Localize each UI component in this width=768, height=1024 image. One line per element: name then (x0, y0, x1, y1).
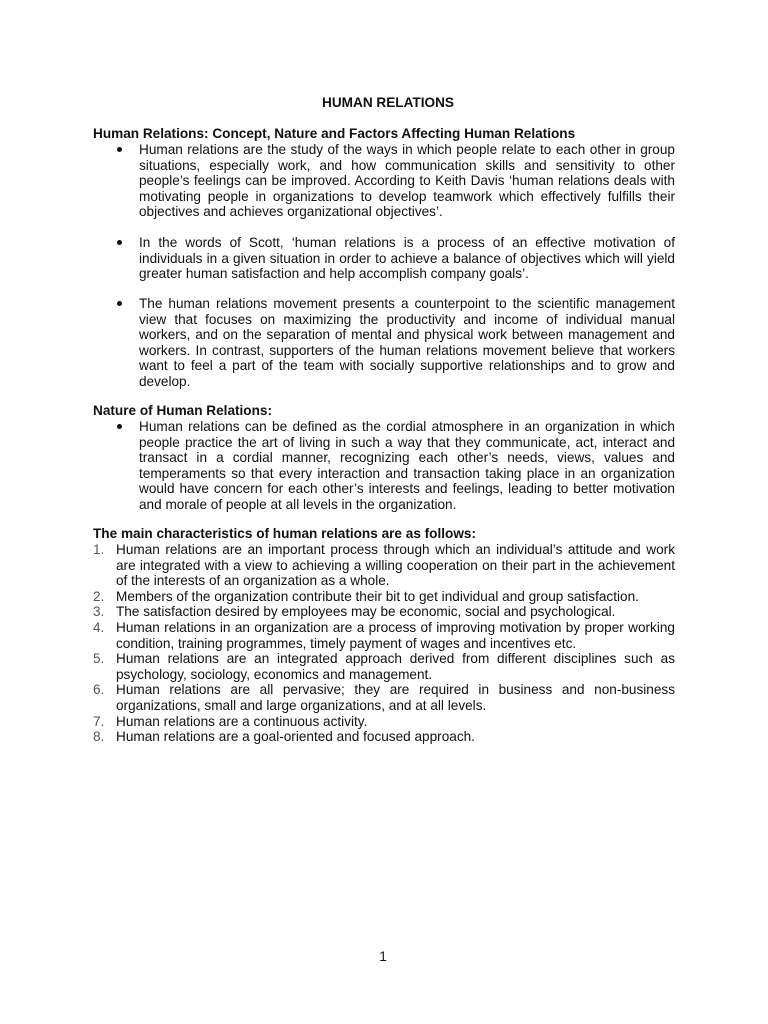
nature-bullet-list (117, 419, 675, 513)
bullet-icon (117, 424, 122, 429)
item-text: Human relations are a continuous activity. (116, 713, 368, 729)
bullet-text: Human relations can be defined as the cordial atmosphere in an organization in which people practice the art of living in such a way that they communicate, act, interact and transact in a cordial manner, recognizing each other’s needs, views, values and temperaments so that every interaction and transaction taking place in an organization would have concern for each other’s interests and feelings, leading to better motivation and morale of people at all levels in the organization. (139, 419, 675, 512)
item-text: Human relations are an important process through which an individual’s attitude and work are integrated with a view to achieving a willing cooperation on their part in the achievement of the interests of an organization as a whole. (116, 542, 675, 589)
list-item (93, 651, 675, 682)
item-text: Members of the organization contribute their bit to get individual and group satisfaction. (116, 588, 639, 604)
list-item (93, 620, 675, 651)
item-number: 2. (93, 588, 105, 604)
section-heading-characteristics: The main characteristics of human relations are as follows: (93, 526, 477, 541)
item-text: Human relations are all pervasive; they are required in business and non-business organizations, small and large organizations, and at all levels. (116, 682, 675, 713)
list-item (93, 604, 675, 620)
item-number: 1. (93, 542, 105, 557)
list-item (93, 682, 675, 713)
item-number: 5. (93, 651, 105, 667)
bullet-text: In the words of Scott, ‘human relations is a process of an effective motivation of individuals in a given situation in order to achieve a balance of objectives which will yield greater human satisfaction and help accomplish company goals’. (139, 235, 675, 282)
item-number: 3. (93, 604, 105, 620)
list-item (117, 235, 675, 282)
list-item (93, 729, 675, 745)
section-heading-nature: Nature of Human Relations: (93, 403, 273, 418)
characteristics-numbered-list (93, 542, 675, 745)
list-item (117, 296, 675, 390)
bullet-icon (117, 301, 122, 306)
item-number: 6. (93, 682, 105, 698)
section-heading-concept: Human Relations: Concept, Nature and Factors Affecting Human Relations (93, 126, 576, 141)
concept-bullet-list-2 (117, 235, 675, 282)
item-text: Human relations are a goal-oriented and focused approach. (116, 729, 475, 745)
list-item (117, 142, 675, 220)
bullet-text: Human relations are the study of the ways in which people relate to each other in group situations, especially work, and how communication skills and sensitivity to other people’s feelings can be improved. According to Keith Davis ‘human relations deals with motivating people in organizations to develop teamwork which effectively fulfills their objectives and achieves organizational objectives’. (139, 142, 675, 220)
item-number: 7. (93, 713, 105, 729)
page-number: 1 (379, 949, 387, 964)
bullet-icon (117, 240, 122, 245)
concept-bullet-list (117, 142, 675, 220)
bullet-icon (117, 147, 122, 152)
item-text: Human relations in an organization are a process of improving motivation by proper working condition, training programmes, timely payment of wages and incentives etc. (116, 619, 675, 651)
item-number: 8. (93, 729, 105, 745)
item-text: Human relations are an integrated approach derived from different disciplines such as psychology, sociology, economics and management. (116, 651, 675, 682)
document-title: HUMAN RELATIONS (322, 95, 454, 110)
item-number: 4. (93, 619, 105, 635)
list-item (93, 714, 675, 730)
concept-bullet-list-3 (117, 296, 675, 390)
list-item (93, 542, 675, 589)
bullet-text: The human relations movement presents a counterpoint to the scientific management view that focuses on maximizing the productivity and income of individual manual workers, and on the separation of mental and physical work between management and workers. In contrast, supporters of the human relations movement believe that workers want to feel a part of the team with socially supportive relationships and to grow and develop. (139, 296, 675, 389)
item-text: The satisfaction desired by employees may be economic, social and psychological. (116, 604, 616, 620)
list-item (117, 419, 675, 513)
list-item (93, 589, 675, 605)
